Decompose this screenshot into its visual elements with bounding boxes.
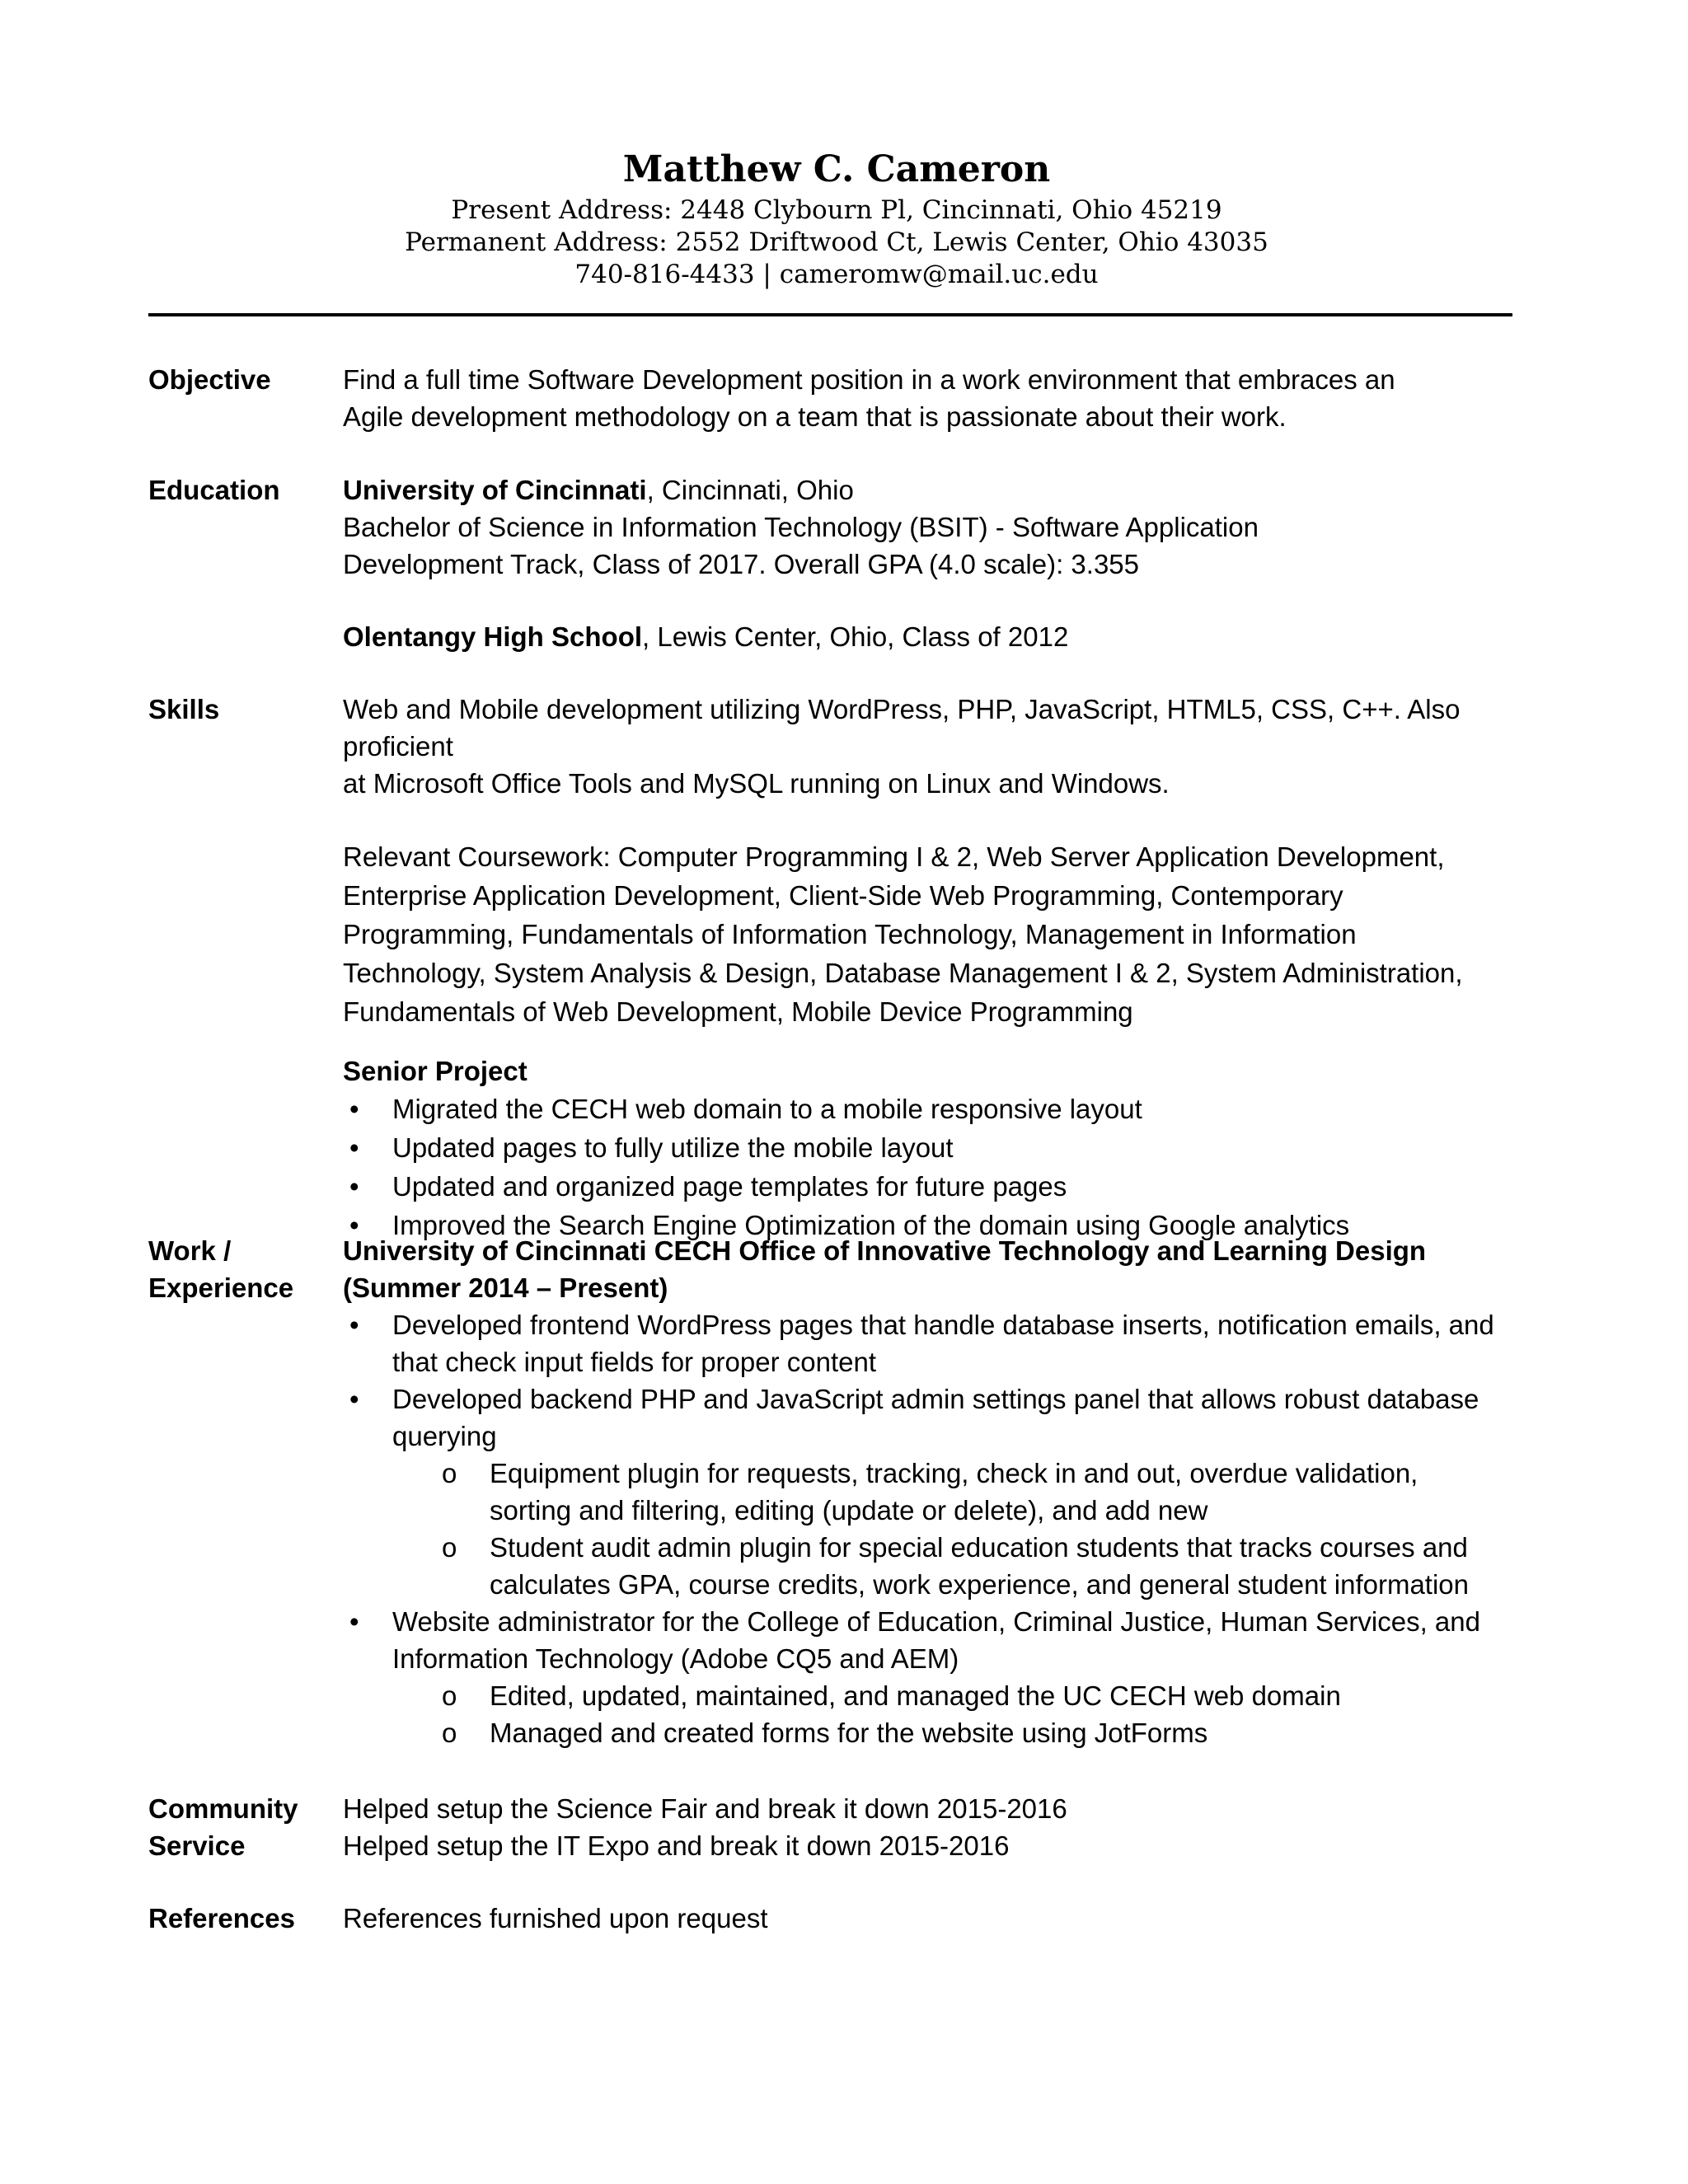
objective-text — [343, 361, 1563, 435]
bullet-icon: • — [349, 1210, 359, 1240]
highschool-detail: , Lewis Center, Ohio, Class of 2012 — [642, 621, 1069, 652]
list-item-text: Managed and created forms for the website using JotForms — [490, 1718, 1208, 1748]
section-label-education: Education — [148, 475, 280, 505]
education-body — [343, 471, 1563, 655]
coursework-line: Enterprise Application Development, Client-Side Web Programming, Contemporary — [343, 880, 1343, 911]
highschool-line — [343, 618, 1563, 655]
list-item-text: sorting and filtering, editing (update or delete), and add new — [490, 1495, 1208, 1526]
objective-line: Find a full time Software Development position in a work environment that embraces an — [343, 364, 1395, 395]
section-label-line: Service — [148, 1830, 246, 1861]
skills-body — [343, 691, 1563, 1244]
work-duties-list — [343, 1306, 1563, 1455]
circle-bullet-icon: o — [442, 1680, 457, 1711]
contact-line: 740-816-4433 | cameromw@mail.uc.edu — [574, 260, 1099, 289]
coursework-block — [343, 837, 1563, 1031]
list-item — [343, 1714, 1563, 1751]
section-label-line: Community — [148, 1793, 298, 1824]
circle-bullet-icon: o — [442, 1532, 457, 1563]
circle-bullet-icon: o — [442, 1718, 457, 1748]
highschool-name: Olentangy High School — [343, 621, 643, 652]
coursework-line: Programming, Fundamentals of Information Technology, Management in Information — [343, 919, 1357, 949]
list-item — [343, 1455, 1563, 1529]
senior-project-list — [343, 1090, 1563, 1244]
header-divider — [148, 313, 1512, 316]
skills-summary-line: at Microsoft Office Tools and MySQL running on Linux and Windows. — [343, 768, 1170, 799]
bullet-icon: • — [349, 1171, 359, 1202]
bullet-icon: • — [349, 1384, 359, 1414]
circle-bullet-icon: o — [442, 1458, 457, 1488]
list-item-text: that check input fields for proper content — [392, 1347, 877, 1377]
work-subduties-list — [343, 1455, 1563, 1603]
employer-dates: (Summer 2014 – Present) — [343, 1272, 668, 1303]
bullet-icon: • — [349, 1606, 359, 1637]
section-label-line: Experience — [148, 1272, 294, 1303]
list-item-text: Updated pages to fully utilize the mobile layout — [392, 1132, 954, 1163]
coursework-line: Relevant Coursework: Computer Programming I & 2, Web Server Application Development, — [343, 841, 1445, 872]
section-label-references: References — [148, 1903, 295, 1933]
list-item — [343, 1167, 1563, 1206]
list-item-text: Developed backend PHP and JavaScript admin settings panel that allows robust database — [392, 1384, 1479, 1414]
list-item-text: Improved the Search Engine Optimization of the domain using Google analytics — [392, 1210, 1350, 1240]
list-item-text: Migrated the CECH web domain to a mobile responsive layout — [392, 1094, 1142, 1124]
degree-line: Development Track, Class of 2017. Overall GPA (4.0 scale): 3.355 — [343, 549, 1140, 579]
candidate-name: Matthew C. Cameron — [622, 148, 1051, 190]
work-subduties-list-2 — [343, 1677, 1563, 1751]
work-duties-list-continued — [343, 1603, 1563, 1677]
coursework-line: Technology, System Analysis & Design, Database Management I & 2, System Administration, — [343, 958, 1463, 988]
bullet-icon: • — [349, 1132, 359, 1163]
resume-header — [0, 145, 1673, 291]
community-line: Helped setup the Science Fair and break it down 2015-2016 — [343, 1793, 1067, 1824]
university-location: , Cincinnati, Ohio — [646, 475, 854, 505]
list-item-text: Updated and organized page templates for future pages — [392, 1171, 1067, 1202]
community-line: Helped setup the IT Expo and break it down 2015-2016 — [343, 1830, 1010, 1861]
senior-project-title: Senior Project — [343, 1056, 528, 1086]
skills-summary-line: Web and Mobile development utilizing WordPress, PHP, JavaScript, HTML5, CSS, C++. Also proficient — [343, 694, 1461, 762]
community-body — [343, 1790, 1563, 1864]
section-label-objective: Objective — [148, 364, 271, 395]
list-item-text: calculates GPA, course credits, work experience, and general student information — [490, 1569, 1469, 1600]
section-label-work — [148, 1232, 338, 1306]
bullet-icon: • — [349, 1094, 359, 1124]
section-label-line: Work / — [148, 1235, 232, 1266]
employer-line: University of Cincinnati CECH Office of Innovative Technology and Learning Design — [343, 1235, 1427, 1266]
permanent-address: Permanent Address: 2552 Driftwood Ct, Lewis Center, Ohio 43035 — [405, 227, 1268, 257]
list-item-text: Student audit admin plugin for special education students that tracks courses and — [490, 1532, 1468, 1563]
list-item-text: Developed frontend WordPress pages that handle database inserts, notification emails, and — [392, 1310, 1494, 1340]
list-item — [343, 1380, 1563, 1455]
list-item-text: Equipment plugin for requests, tracking, check in and out, overdue validation, — [490, 1458, 1418, 1488]
list-item-text: querying — [392, 1421, 497, 1451]
list-item — [343, 1306, 1563, 1380]
list-item-text: Edited, updated, maintained, and managed the UC CECH web domain — [490, 1680, 1341, 1711]
list-item — [343, 1128, 1563, 1167]
objective-line: Agile development methodology on a team that is passionate about their work. — [343, 401, 1287, 432]
coursework-line: Fundamentals of Web Development, Mobile Device Programming — [343, 996, 1133, 1027]
section-label-skills: Skills — [148, 694, 220, 724]
list-item-text: Information Technology (Adobe CQ5 and AEM) — [392, 1643, 959, 1674]
list-item — [343, 1677, 1563, 1714]
university-line — [343, 471, 1563, 509]
list-item-text: Website administrator for the College of Education, Criminal Justice, Human Services, and — [392, 1606, 1480, 1637]
references-text: References furnished upon request — [343, 1903, 768, 1933]
bullet-icon: • — [349, 1310, 359, 1340]
work-body — [343, 1232, 1563, 1751]
list-item — [343, 1529, 1563, 1603]
list-item — [343, 1603, 1563, 1677]
present-address: Present Address: 2448 Clybourn Pl, Cincinnati, Ohio 45219 — [451, 195, 1222, 225]
section-label-community — [148, 1790, 338, 1864]
degree-line: Bachelor of Science in Information Technology (BSIT) - Software Application — [343, 512, 1259, 542]
university-name: University of Cincinnati — [343, 475, 647, 505]
list-item — [343, 1090, 1563, 1128]
